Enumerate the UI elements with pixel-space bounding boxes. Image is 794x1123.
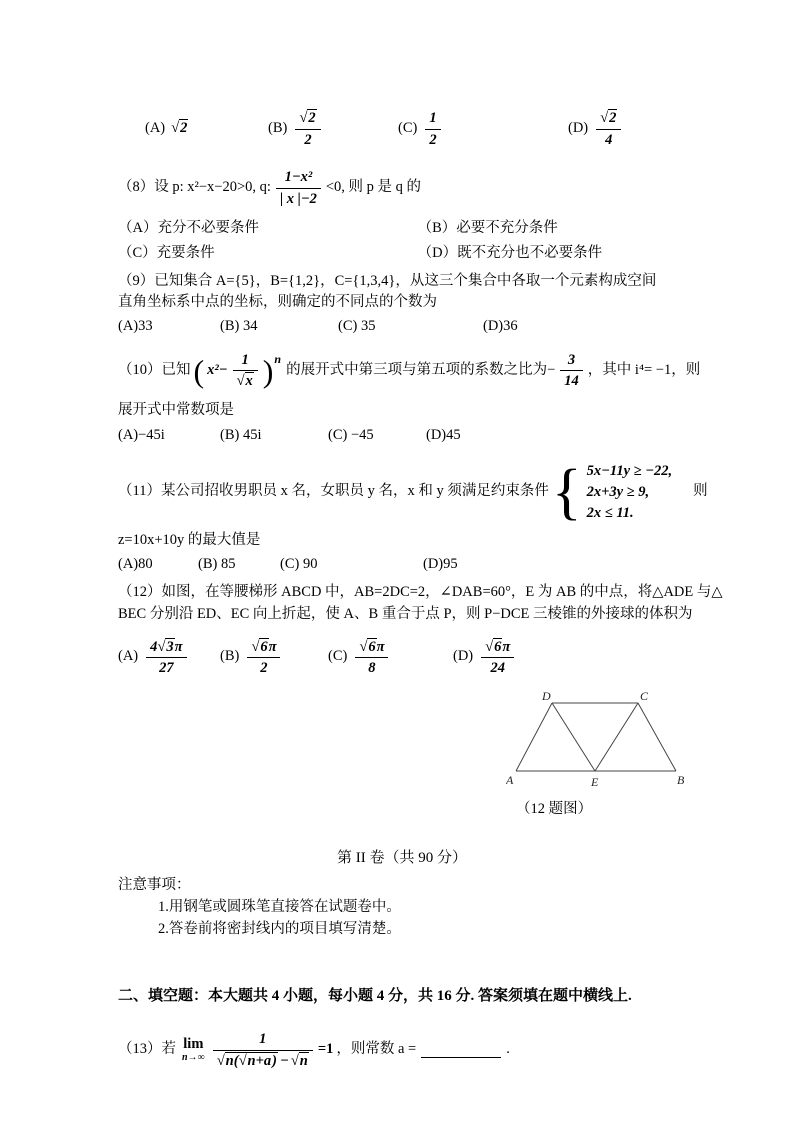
fraction-numerator: 3: [560, 351, 583, 371]
radical-sign: √: [359, 638, 368, 655]
option-b: (B) 34: [220, 318, 258, 334]
option-label: (D): [453, 648, 474, 665]
radical-sign: √: [236, 373, 245, 390]
minus-sign: −: [279, 1052, 289, 1069]
option-b: （B）必要不充分条件: [417, 220, 558, 236]
question-text: （8）设 p: x²−x−20>0, q:: [118, 179, 271, 196]
section-2-title: 第 II 卷（共 90 分）: [337, 849, 467, 866]
inequality: 2x ≤ 11.: [586, 504, 634, 521]
options-line: [118, 218, 686, 240]
options-line: [118, 243, 686, 265]
edge-CB: [638, 703, 676, 771]
fraction-denominator: 2: [260, 659, 268, 676]
fraction: [425, 109, 440, 148]
fraction-numerator: [596, 109, 621, 129]
question-text: <0, 则 p 是 q 的: [325, 179, 422, 196]
question-text: ，其中 i⁴= −1，则: [587, 361, 701, 378]
fraction-numerator: 1−x²: [276, 168, 321, 188]
question-13: [118, 1023, 686, 1077]
figure-caption: （12 题图）: [516, 801, 593, 817]
question-text: 直角坐标系中点的坐标，则确定的不同点的个数为: [118, 294, 437, 311]
radicand: [225, 1052, 278, 1069]
question-text: （11）某公司招收男职员 x 名，女职员 y 名，x 和 y 须满足约束条件: [118, 483, 549, 500]
fraction: [295, 109, 320, 148]
inequality: 2x+3y ≥ 9,: [586, 483, 650, 500]
question-7-options: [118, 106, 686, 152]
radicand: 2: [609, 110, 617, 127]
pi-symbol: π: [174, 638, 183, 655]
fraction-numerator: [295, 109, 320, 129]
question-11-stem: （11）某公司招收男职员 x 名，女职员 y 名，x 和 y 须满足约束条件 { 5x−11y ≥ −22, 2x+3y ≥ 9, 2x ≤ 11. 则: [118, 458, 708, 527]
fraction-numerator: 1: [425, 109, 440, 129]
option-a: (A)80: [118, 556, 153, 572]
pi-symbol: π: [268, 638, 277, 655]
radicand: 3: [166, 638, 174, 655]
radical-sign: √: [299, 110, 308, 127]
vertex-label-D: D: [542, 689, 551, 704]
radicand: 2: [180, 120, 188, 137]
option-d: (D)95: [423, 556, 458, 572]
option-c: (C) −45: [328, 426, 374, 443]
vertex-label-E: E: [591, 775, 599, 790]
fraction-denominator: 2: [429, 131, 437, 148]
radical-expression: [171, 118, 188, 140]
question-text: （13）若: [118, 1041, 176, 1058]
vertex-label-A: A: [506, 773, 514, 788]
option-a: [145, 118, 268, 140]
inequality-system: [587, 461, 673, 524]
fraction-numerator: 1: [213, 1030, 313, 1050]
option-b: (B) 45i: [220, 426, 262, 443]
fraction: [247, 638, 280, 677]
inner-radical: [239, 1052, 273, 1069]
fraction-denominator: [213, 1051, 313, 1070]
edge-CE: [595, 703, 638, 771]
pi-symbol: π: [502, 638, 511, 655]
fill-in-section-title: 二、填空题：本大题共 4 小题，每小题 4 分，共 16 分. 答案须填在题中横线上.: [118, 987, 632, 1004]
fraction: [355, 638, 388, 677]
edge-AD: [516, 703, 552, 771]
lim-word: lim: [183, 1036, 204, 1053]
question-9-options: [118, 316, 686, 338]
question-text: BEC 分别沿 ED、EC 向上折起，使 A、B 重合于点 P，则 P−DCE 三棱锥的外接球的体积为: [118, 605, 693, 622]
fraction: [481, 638, 514, 677]
radical-sign: √: [238, 1052, 247, 1069]
option-d: （D）既不充分也不必要条件: [417, 244, 603, 261]
fraction-numerator: 1: [233, 351, 258, 371]
option-label: (B): [268, 120, 288, 137]
option-c: [398, 109, 568, 148]
fraction-denominator: 24: [490, 659, 505, 676]
option-label: (B): [220, 648, 240, 665]
equals-one: =1: [317, 1041, 334, 1058]
option-a: (A)−45i: [118, 426, 165, 443]
radicand-part: n(: [225, 1052, 239, 1069]
coefficient: 4: [150, 638, 158, 655]
question-8-options: [118, 218, 686, 265]
radical-sign: √: [290, 1052, 299, 1069]
option-d: [568, 109, 623, 148]
fraction-numerator: [146, 638, 186, 658]
fraction-denominator: 2: [304, 131, 312, 148]
question-text: 则: [693, 483, 708, 500]
fraction: [146, 638, 186, 677]
question-text: 展开式中常数项是: [118, 401, 234, 418]
fraction-numerator: [247, 638, 280, 658]
trapezoid-figure: [506, 689, 686, 797]
fraction-numerator: [355, 638, 388, 658]
notes-header: 注意事项：: [118, 877, 191, 894]
question-10-options: [118, 425, 686, 447]
radicand: x: [245, 373, 253, 390]
note-item-2: 2.答卷前将密封线内的项目填写清楚。: [158, 920, 401, 937]
fraction: [213, 1030, 313, 1069]
fraction-denominator: [233, 371, 258, 390]
option-label: (A): [145, 120, 166, 137]
vertex-label-B: B: [677, 773, 685, 788]
fraction-denominator: 27: [159, 659, 174, 676]
fraction: [276, 168, 321, 207]
radicand: n: [299, 1052, 308, 1069]
note-item-1: 1.用钢笔或圆珠笔直接答在试题卷中。: [158, 899, 401, 915]
radicand-part: ): [272, 1052, 277, 1069]
question-text: （10）已知: [118, 361, 191, 378]
option-c: (C) 35: [338, 318, 376, 334]
question-text: 的展开式中第三项与第五项的系数之比为−: [286, 361, 556, 378]
lim-subscript: n→∞: [182, 1051, 205, 1063]
radical-sign: √: [171, 120, 180, 137]
fraction-denominator: 4: [605, 131, 613, 148]
pi-symbol: π: [376, 638, 385, 655]
option-label: (A): [118, 648, 139, 665]
fraction-denominator: | x |−2: [279, 190, 317, 207]
edge-DE: [552, 703, 595, 771]
option-label: (D): [568, 120, 589, 137]
period: .: [506, 1041, 510, 1058]
question-8-stem: [118, 166, 686, 210]
option-b: (B) 85: [198, 556, 236, 572]
limit-operator: [182, 1037, 205, 1063]
question-10-stem: （10）已知 ( x²− $\frac{1}{√x}$ ) n 的展开式中第三项与第五项的系数之比为− $\frac{3}{14}$ ，其中 i⁴= −1，则: [118, 351, 701, 390]
option-d: (D)45: [426, 426, 461, 443]
fraction: [560, 351, 583, 390]
inequality: 5x−11y ≥ −22,: [586, 462, 673, 479]
radical-sign: √: [600, 110, 609, 127]
inner-radicand: n+a: [247, 1052, 272, 1069]
vertex-label-C: C: [640, 689, 649, 704]
fraction-numerator: [481, 638, 514, 658]
question-text: （9）已知集合 A={5}，B={1,2}，C={1,3,4}，从这三个集合中各取一个元素构成空间: [118, 272, 657, 289]
option-c: （C）充要条件: [118, 244, 215, 261]
radical-sign: √: [216, 1052, 225, 1069]
question-11-options: [118, 554, 686, 576]
fraction: [596, 109, 621, 148]
question-12: [118, 582, 723, 821]
expression: x²−: [207, 361, 228, 378]
radicand: 6: [260, 638, 268, 655]
question-text: （12）如图，在等腰梯形 ABCD 中，AB=2DC=2，∠DAB=60°，E 为 AB 的中点，将△ADE 与△: [118, 583, 723, 600]
radical: [291, 1052, 309, 1070]
option-d: [453, 638, 516, 677]
option-b: [220, 638, 328, 677]
option-a: （A）充分不必要条件: [118, 220, 259, 236]
option-a: [118, 638, 220, 677]
trapezoid-svg: [506, 689, 686, 789]
outer-radical: [217, 1052, 278, 1070]
fraction-denominator: 14: [564, 373, 579, 390]
fraction: [233, 351, 258, 390]
exponent: n: [274, 351, 282, 366]
option-label: (C): [398, 120, 418, 137]
question-9: [118, 271, 686, 338]
option-b: [268, 109, 398, 148]
option-c: [328, 638, 453, 677]
radical-sign: √: [251, 638, 260, 655]
question-12-options: [118, 633, 686, 681]
option-a: (A)33: [118, 318, 153, 334]
answer-blank: [421, 1042, 501, 1058]
radicand: 2: [308, 110, 316, 127]
radical-sign: √: [157, 638, 166, 655]
question-text: ，则常数 a =: [336, 1041, 417, 1058]
radicand: 6: [494, 638, 502, 655]
radicand: 6: [368, 638, 376, 655]
radical-sign: √: [485, 638, 494, 655]
fraction-denominator: 8: [368, 659, 376, 676]
question-text: z=10x+10y 的最大值是: [118, 532, 261, 549]
option-label: (C): [328, 648, 348, 665]
option-d: (D)36: [483, 318, 518, 334]
option-c: (C) 90: [280, 556, 318, 572]
